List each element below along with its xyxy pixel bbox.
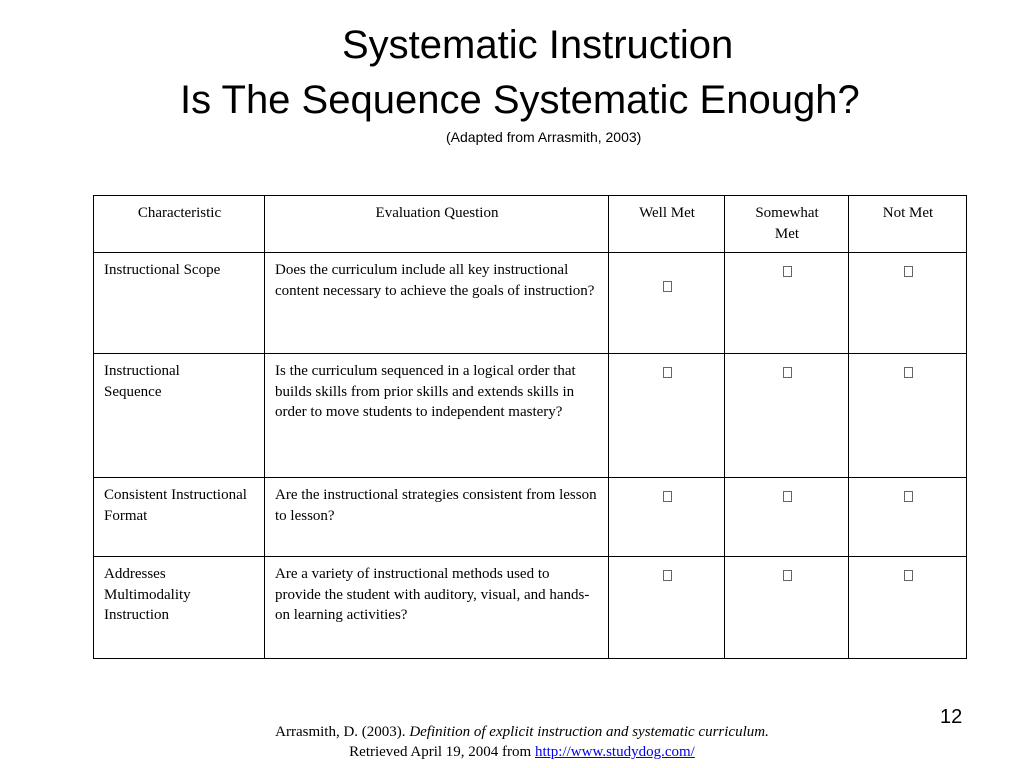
checkbox-icon[interactable]	[783, 367, 792, 378]
not-met-cell[interactable]	[849, 253, 967, 354]
somewhat-met-cell[interactable]	[725, 478, 849, 557]
row-characteristic	[94, 354, 265, 478]
row-characteristic	[94, 557, 265, 659]
slide-subtitle: (Adapted from Arrasmith, 2003)	[446, 129, 642, 145]
not-met-cell[interactable]	[849, 354, 967, 478]
citation	[0, 722, 1024, 762]
table-row	[94, 478, 967, 557]
checkbox-icon[interactable]	[904, 570, 913, 581]
row-question: Is the curriculum sequenced in a logical order that builds skills from prior skills and extends skills in order to move students to independent mastery?	[265, 354, 609, 478]
citation-title: Definition of explicit instruction and systematic curriculum.	[409, 724, 769, 740]
citation-author-year: Arrasmith, D. (2003).	[275, 724, 410, 740]
checkbox-icon[interactable]	[783, 570, 792, 581]
checkbox-icon[interactable]	[663, 367, 672, 378]
not-met-cell[interactable]	[849, 557, 967, 659]
evaluation-table	[93, 195, 967, 659]
citation-line-1	[0, 722, 1024, 742]
slide-title-line-2: Is The Sequence Systematic Enough?	[180, 78, 860, 122]
header-somewhat-met-label: Somewhat Met	[755, 205, 819, 242]
row-characteristic-label: Instructional Sequence	[104, 363, 180, 400]
checkbox-icon[interactable]	[904, 491, 913, 502]
well-met-cell[interactable]	[609, 557, 725, 659]
somewhat-met-cell[interactable]	[725, 253, 849, 354]
header-not-met: Not Met	[849, 196, 967, 253]
checkbox-icon[interactable]	[663, 281, 672, 292]
well-met-cell[interactable]	[609, 354, 725, 478]
not-met-cell[interactable]	[849, 478, 967, 557]
row-characteristic: Consistent Instructional Format	[94, 478, 265, 557]
row-characteristic: Instructional Scope	[94, 253, 265, 354]
row-question: Are the instructional strategies consistent from lesson to lesson?	[265, 478, 609, 557]
row-question: Are a variety of instructional methods used to provide the student with auditory, visual, and hands-on learning activities?	[265, 557, 609, 659]
well-met-cell[interactable]	[609, 478, 725, 557]
checkbox-icon[interactable]	[904, 367, 913, 378]
table-row	[94, 253, 967, 354]
checkbox-icon[interactable]	[904, 266, 913, 277]
citation-retrieved: Retrieved April 19, 2004 from	[349, 744, 535, 760]
well-met-cell[interactable]	[609, 253, 725, 354]
checkbox-icon[interactable]	[783, 491, 792, 502]
header-evaluation-question: Evaluation Question	[265, 196, 609, 253]
checkbox-icon[interactable]	[783, 266, 792, 277]
header-somewhat-met	[725, 196, 849, 253]
row-question: Does the curriculum include all key instructional content necessary to achieve the goals of instruction?	[265, 253, 609, 354]
row-characteristic-label: Addresses Multimodality Instruction	[104, 566, 191, 623]
page-number: 12	[940, 706, 963, 728]
checkbox-icon[interactable]	[663, 570, 672, 581]
citation-link[interactable]: http://www.studydog.com/	[534, 744, 695, 760]
citation-line-2	[0, 742, 1024, 762]
somewhat-met-cell[interactable]	[725, 557, 849, 659]
header-well-met: Well Met	[609, 196, 725, 253]
table-header-row	[94, 196, 967, 253]
slide-title-line-1: Systematic Instruction	[342, 23, 734, 67]
table-row	[94, 354, 967, 478]
table-row	[94, 557, 967, 659]
header-characteristic: Characteristic	[94, 196, 265, 253]
checkbox-icon[interactable]	[663, 491, 672, 502]
somewhat-met-cell[interactable]	[725, 354, 849, 478]
